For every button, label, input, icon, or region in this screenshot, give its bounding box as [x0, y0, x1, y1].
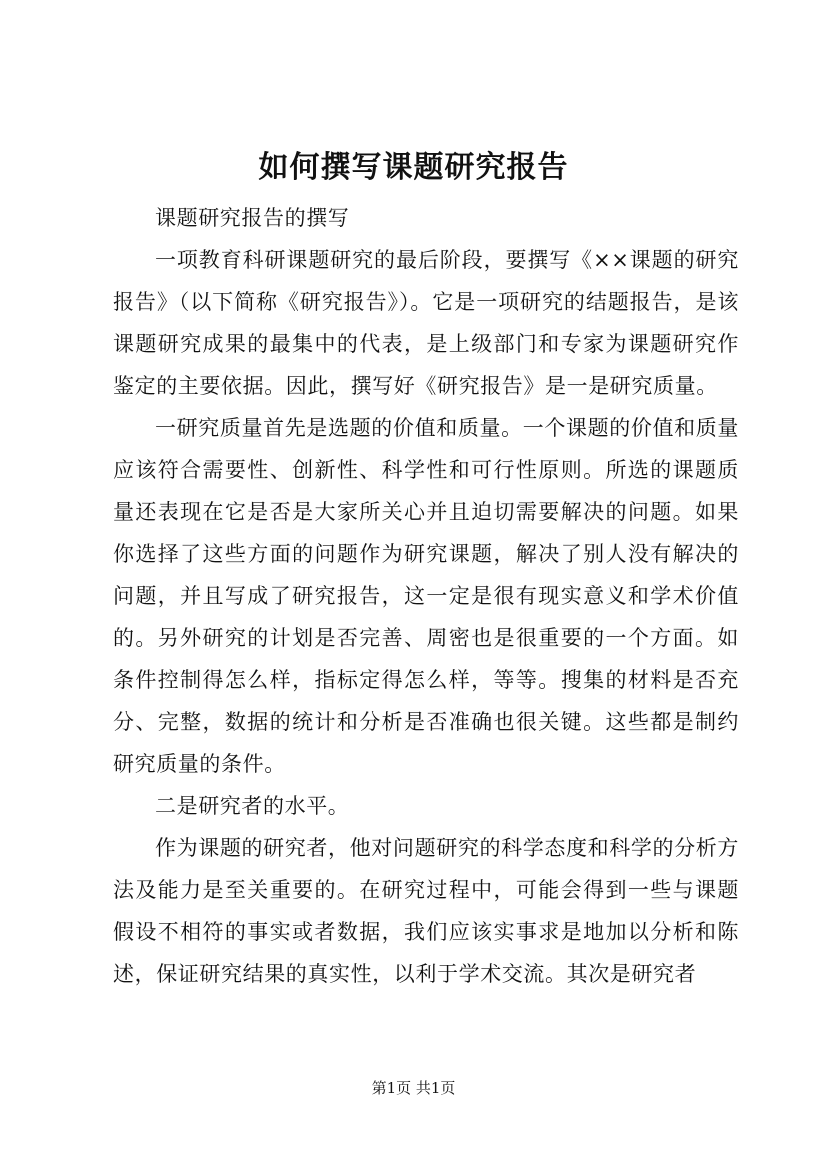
paragraph-topic-quality: 一研究质量首先是选题的价值和质量。一个课题的价值和质量应该符合需要性、创新性、科学性和可行性原则。所选的课题质量还表现在它是否是大家所关心并且迫切需要解决的问题。如果你选择了这些方面的问题作为研究课题，解决了别人没有解决的问题，并且写成了研究报告，这一定是很有现实意义和学术价值的。另外研究的计划是否完善、周密也是很重要的一个方面。如条件控制得怎么样，指标定得怎么样，等等。搜集的材料是否充分、完整，数据的统计和分析是否准确也很关键。这些都是制约研究质量的条件。: [113, 416, 739, 776]
page-footer: 第1页 共1页: [371, 1079, 456, 1097]
document-body: [113, 197, 739, 995]
paragraph-researcher-level: 二是研究者的水平。: [155, 794, 350, 818]
paragraph-subtitle: 课题研究报告的撰写: [155, 206, 350, 230]
paragraph-intro: 一项教育科研课题研究的最后阶段，要撰写《××课题的研究报告》（以下简称《研究报告》）。它是一项研究的结题报告，是该课题研究成果的最集中的代表，是上级部门和专家为课题研究作鉴定的主要依据。因此，撰写好《研究报告》是一是研究质量。: [113, 248, 739, 398]
paragraph-researcher-attitude: 作为课题的研究者，他对问题研究的科学态度和科学的分析方法及能力是至关重要的。在研究过程中，可能会得到一些与课题假设不相符的事实或者数据，我们应该实事求是地加以分析和陈述，保证研究结果的真实性，以利于学术交流。其次是研究者: [113, 836, 739, 986]
document-title: 如何撰写课题研究报告: [258, 150, 569, 185]
